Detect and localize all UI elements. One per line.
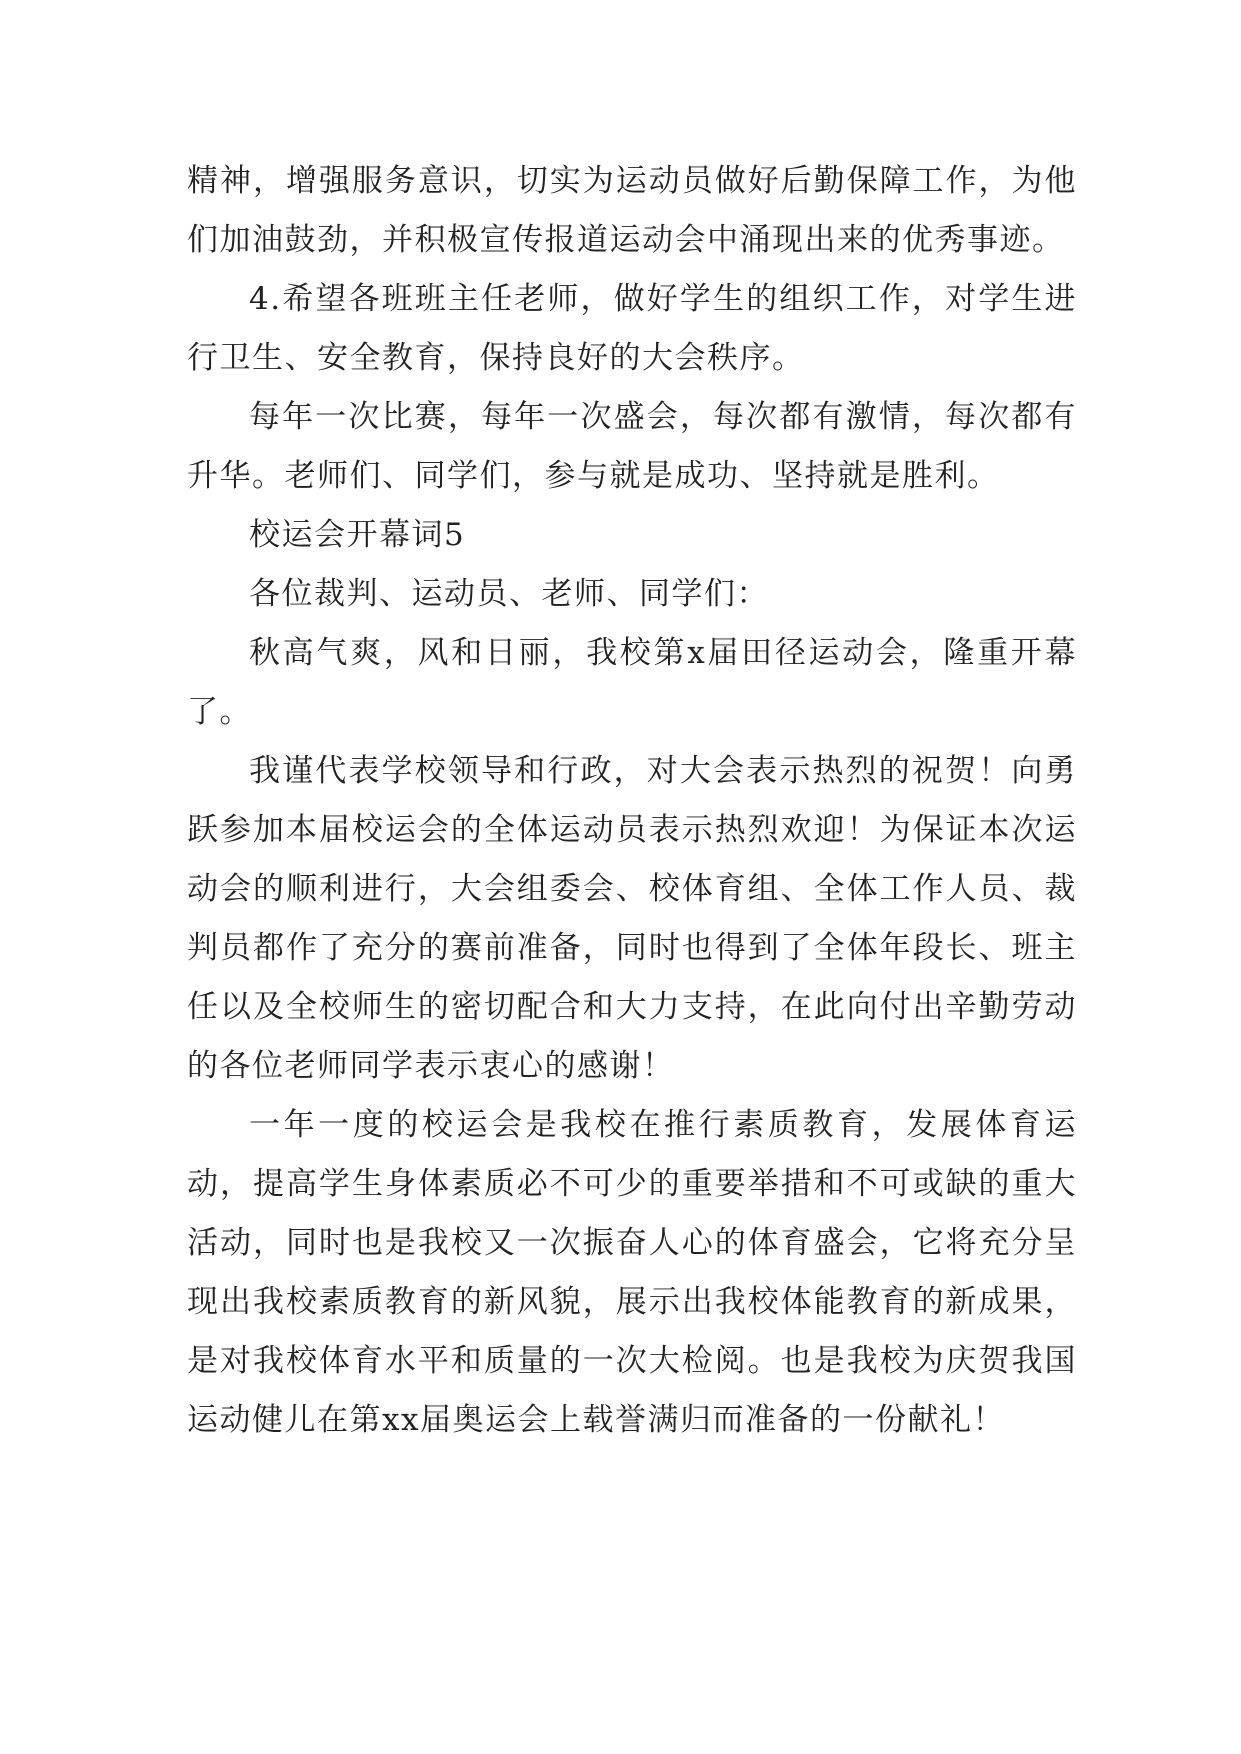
paragraph-continuation: 精神，增强服务意识，切实为运动员做好后勤保障工作，为他们加油鼓劲，并积极宣传报道运动会中涌现出来的优秀事迹。: [187, 163, 1077, 258]
paragraph-opening: 秋高气爽，风和日丽，我校第x届田径运动会，隆重开幕了。: [187, 635, 1077, 730]
paragraph-congratulations: 我谨代表学校领导和行政，对大会表示热烈的祝贺！向勇跃参加本届校运会的全体运动员表示热烈欢迎！为保证本次运动会的顺利进行，大会组委会、校体育组、全体工作人员、裁判员都作了充分的赛前准备，同时也得到了全体年段长、班主任以及全校师生的密切配合和大力支持，在此向付出辛勤劳动的各位老师同学表示衷心的感谢！: [187, 753, 1077, 1084]
paragraph-item-4: 4.希望各班班主任老师，做好学生的组织工作，对学生进行卫生、安全教育，保持良好的大会秩序。: [187, 281, 1077, 376]
document-body: [187, 152, 1077, 1450]
paragraph-closing: 每年一次比赛，每年一次盛会，每次都有激情，每次都有升华。老师们、同学们，参与就是成功、坚持就是胜利。: [187, 399, 1077, 494]
paragraph-significance: 一年一度的校运会是我校在推行素质教育，发展体育运动，提高学生身体素质必不可少的重要举措和不可或缺的重大活动，同时也是我校又一次振奋人心的体育盛会，它将充分呈现出我校素质教育的新风貌，展示出我校体能教育的新成果，是对我校体育水平和质量的一次大检阅。也是我校为庆贺我国运动健儿在第xx届奥运会上载誉满归而准备的一份献礼！: [187, 1107, 1077, 1438]
salutation: 各位裁判、运动员、老师、同学们：: [249, 576, 769, 612]
section-heading: 校运会开幕词5: [249, 517, 466, 553]
